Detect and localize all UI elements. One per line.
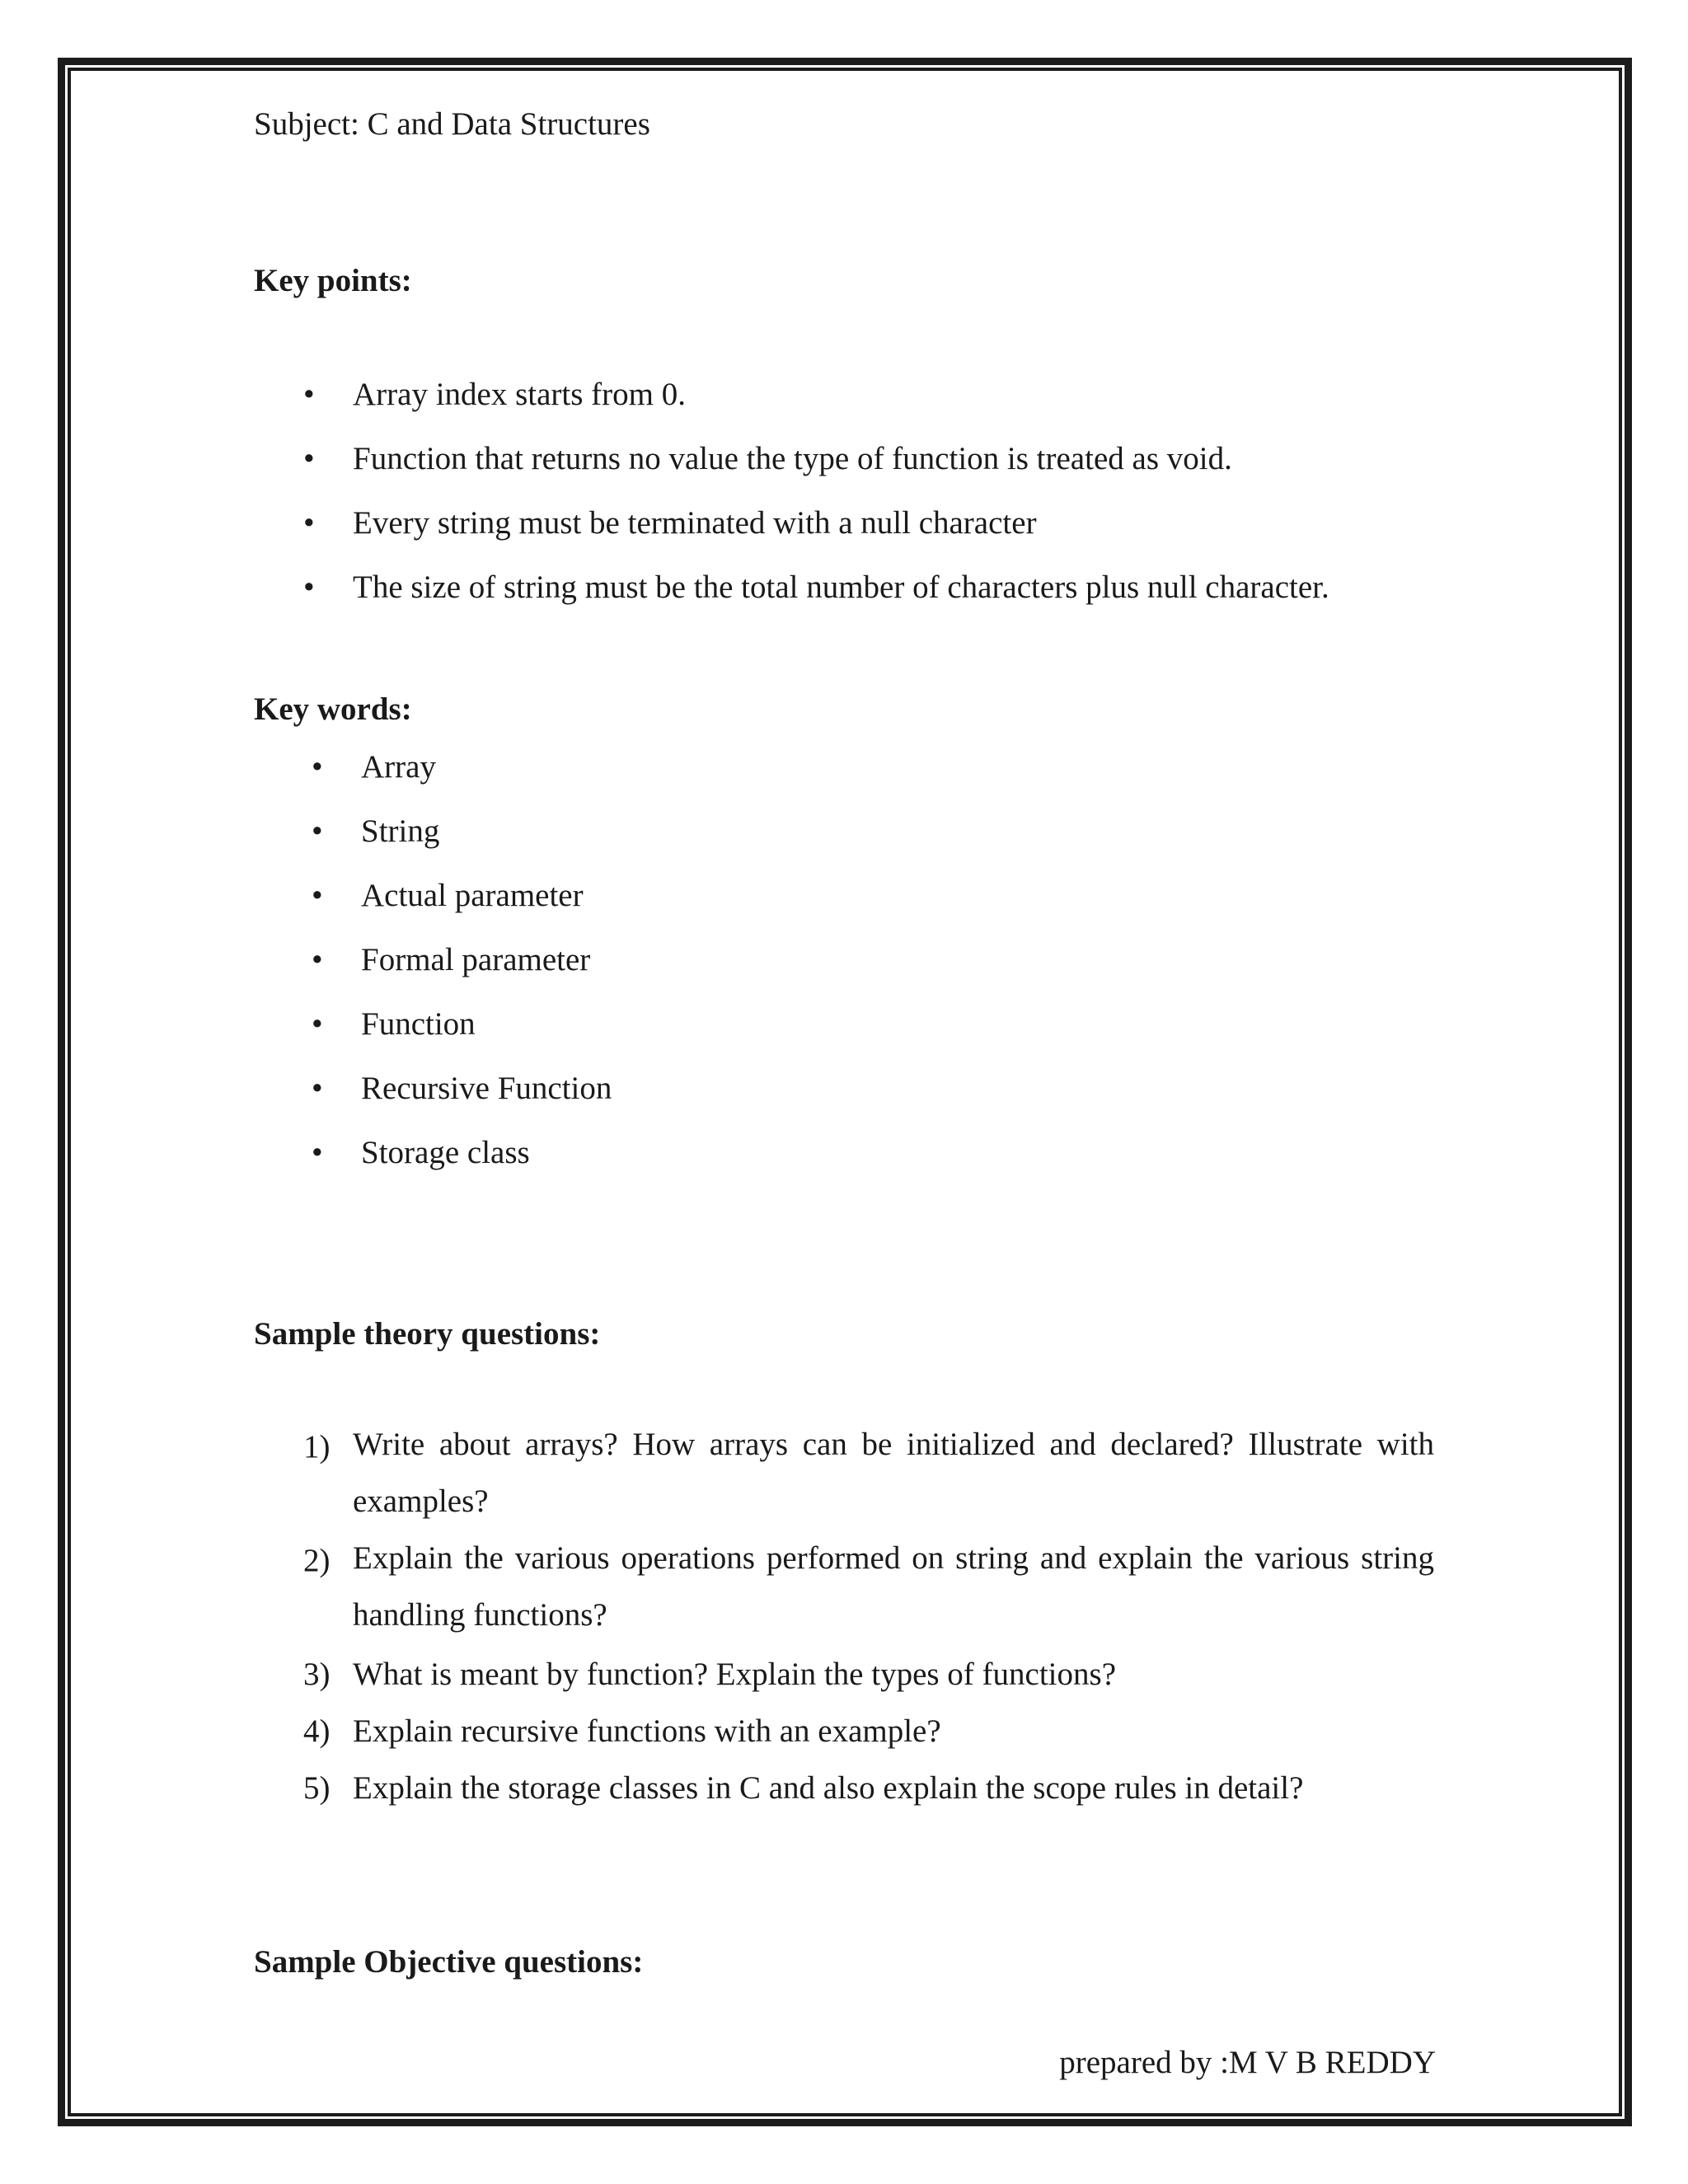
question-item: 2) Explain the various operations performed on string and explain the various string handling functions? (303, 1540, 1434, 1633)
question-item: 1) Write about arrays? How arrays can be initialized and declared? Illustrate with examples? (303, 1427, 1434, 1519)
objective-questions-heading: Sample Objective questions: (254, 1944, 644, 1980)
bullet-icon: • (303, 377, 315, 412)
bullet-icon: • (312, 1006, 323, 1042)
question-item: 4) Explain recursive functions with an example? (303, 1713, 941, 1749)
bullet-icon: • (312, 813, 323, 849)
question-item: 3) What is meant by function? Explain the types of functions? (303, 1657, 1117, 1692)
bullet-icon: • (312, 878, 323, 913)
bullet-icon: • (303, 569, 315, 605)
bullet-icon: • (312, 942, 323, 977)
theory-questions-list (303, 1428, 1434, 1826)
theory-questions-heading: Sample theory questions: (254, 1316, 601, 1352)
key-words-heading: Key words: (254, 691, 412, 727)
bullet-icon: • (312, 749, 323, 785)
bullet-icon: • (312, 1071, 323, 1106)
prepared-by-footer: prepared by :M V B REDDY (1059, 2045, 1436, 2080)
question-item: 5) Explain the storage classes in C and also explain the scope rules in detail? (303, 1770, 1304, 1806)
subject-line: Subject: C and Data Structures (254, 106, 650, 142)
key-points-heading: Key points: (254, 263, 412, 298)
bullet-icon: • (303, 505, 315, 541)
bullet-icon: • (303, 441, 315, 476)
bullet-icon: • (312, 1135, 323, 1170)
